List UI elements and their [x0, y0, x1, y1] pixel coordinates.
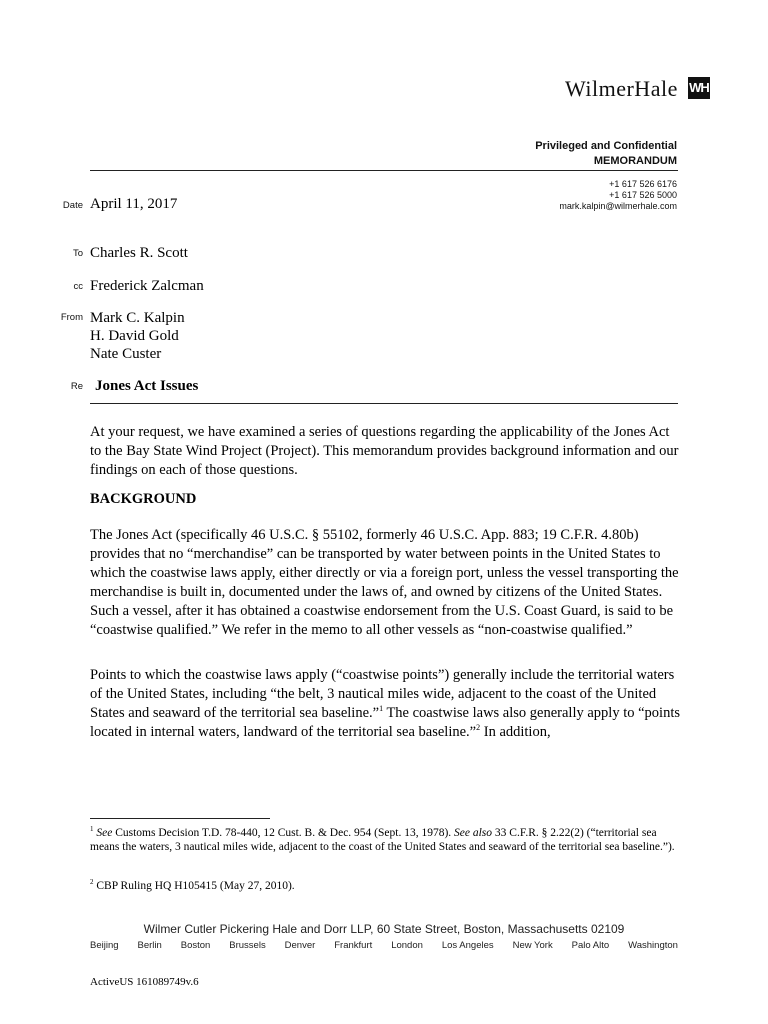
contact-block [559, 179, 677, 212]
office-city: Brussels [229, 940, 266, 951]
footnote-1-signal-2: See also [454, 827, 493, 839]
para2-text-b: The coastwise laws also generally apply to “points located in internal waters, landward of the territorial sea baseline.” [90, 705, 680, 740]
office-city: London [391, 940, 423, 951]
office-city: Beijing [90, 940, 119, 951]
re-label: Re [70, 381, 83, 392]
office-city: New York [512, 940, 553, 951]
from-name: Mark C. Kalpin [90, 310, 185, 326]
section-heading: BACKGROUND [90, 491, 197, 507]
office-city: Frankfurt [334, 940, 373, 951]
footnote-1-signal: See [96, 827, 113, 839]
footnote-1-text-a: Customs Decision T.D. 78-440, 12 Cust. B. & Dec. 954 (Sept. 13, 1978). [112, 827, 455, 839]
to-label: To [72, 248, 83, 259]
footnote-1-number: 1 [90, 825, 94, 834]
footnote-2-text: CBP Ruling HQ H105415 (May 27, 2010). [93, 880, 295, 892]
footnote-ref-1[interactable]: 1 [379, 704, 384, 714]
footnote-divider [90, 818, 270, 819]
footnote-ref-2[interactable]: 2 [476, 723, 481, 733]
footnote-2 [90, 879, 680, 893]
date-value: April 11, 2017 [90, 196, 178, 212]
date-label: Date [62, 200, 83, 211]
subject-line: Jones Act Issues [95, 378, 199, 394]
footnote-1-text-b: 33 C.F.R. § 2.22(2) (“territorial sea means the waters, 3 nautical miles wide, adjacent to the coast of the United States and seaward of the territorial sea baseline.”). [90, 827, 675, 853]
contact-fax: +1 617 526 5000 [609, 190, 677, 200]
contact-email[interactable]: mark.kalpin@wilmerhale.com [559, 201, 677, 211]
from-name: Nate Custer [90, 346, 162, 362]
footnote-2-number: 2 [90, 878, 94, 887]
to-value: Charles R. Scott [90, 245, 188, 261]
office-city: Washington [628, 940, 678, 951]
from-value [90, 309, 185, 363]
para2-text-c: In addition, [480, 724, 551, 740]
header-divider [90, 170, 678, 171]
privilege-notice: Privileged and Confidential [535, 140, 677, 152]
firm-logo-text: WilmerHale [565, 76, 678, 101]
background-paragraph-2 [90, 666, 680, 742]
intro-paragraph: At your request, we have examined a series of questions regarding the applicability of the Jones Act to the Bay State Wind Project (Project). This memorandum provides background information and our findings on each of those questions. [90, 424, 679, 478]
office-city: Palo Alto [571, 940, 610, 951]
background-paragraph-1: The Jones Act (specifically 46 U.S.C. § 55102, formerly 46 U.S.C. App. 883; 19 C.F.R. 4.80b) provides that no “merchandise” can be transported by water between points in the United States to which the coastwise laws apply, either directly or via a foreign port, unless the vessel transporting the merchandise is built in, documented under the laws of, and owned by citizens of the United States. Such a vessel, after it has obtained a coastwise endorsement from the U.S. Coast Guard, is said to be “coastwise qualified.” We refer in the memo to all other vessels as “non-coastwise qualified.” [90, 527, 679, 638]
office-city: Boston [180, 940, 211, 951]
firm-logo-mark: WH [688, 77, 710, 99]
cc-label: cc [73, 281, 83, 292]
office-city: Berlin [137, 940, 162, 951]
office-city: Los Angeles [441, 940, 494, 951]
from-label: From [60, 312, 83, 323]
document-id: ActiveUS 161089749v.6 [90, 976, 199, 988]
subject-divider [90, 403, 678, 404]
office-cities [90, 940, 678, 951]
footnote-1 [90, 826, 680, 854]
para2-text-a: Points to which the coastwise laws apply (“coastwise points”) generally include the territorial waters of the United States, including “the belt, 3 nautical miles wide, adjacent to the coast of the United States and seaward of the territorial sea baseline.” [90, 667, 675, 721]
document-type: MEMORANDUM [593, 155, 677, 167]
contact-phone: +1 617 526 6176 [609, 179, 677, 189]
office-city: Denver [284, 940, 316, 951]
from-name: H. David Gold [90, 328, 179, 344]
firm-address: Wilmer Cutler Pickering Hale and Dorr LLP, 60 State Street, Boston, Massachusetts 02109 [143, 922, 625, 936]
cc-value: Frederick Zalcman [90, 278, 204, 294]
